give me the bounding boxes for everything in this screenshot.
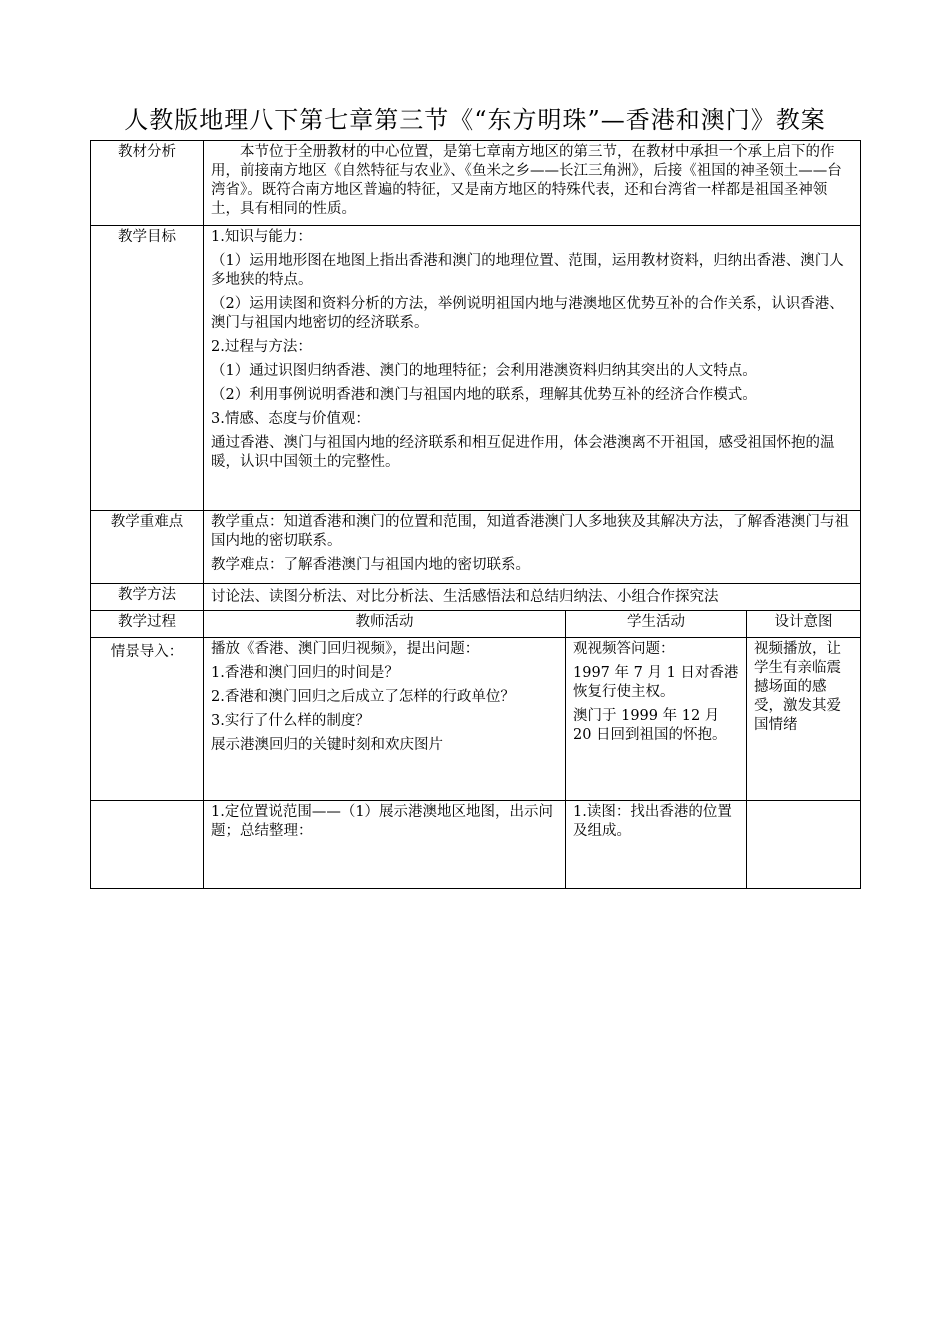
process-row-location (91, 801, 861, 889)
teacher-line: 3.实行了什么样的制度？ (211, 713, 370, 729)
analysis-row (91, 141, 861, 226)
student-line: 观视频答问题： (573, 641, 675, 657)
lesson-plan-table (90, 140, 861, 889)
analysis-content (204, 141, 861, 226)
header-stage: 教学过程 (91, 611, 204, 638)
goal-line: 1.知识与能力： (211, 229, 312, 245)
key-difficulty: 教学难点：了解香港澳门与祖国内地的密切联系。 (211, 557, 530, 573)
goals-row (91, 226, 861, 511)
process-row-intro (91, 638, 861, 801)
methods-content: 讨论法、读图分析法、对比分析法、生活感悟法和总结归纳法、小组合作探究法 (204, 584, 861, 611)
teacher-line: 2.香港和澳门回归之后成立了怎样的行政单位？ (211, 689, 515, 705)
goals-label: 教学目标 (91, 226, 204, 511)
stage-cell (91, 801, 204, 889)
goal-line: （2）运用读图和资料分析的方法，举例说明祖国内地与港澳地区优势互补的合作关系，认识香港、澳门与祖国内地密切的经济联系。 (211, 296, 844, 331)
intent-cell: 视频播放，让学生有亲临震撼场面的感受，激发其爱国情绪 (747, 638, 861, 801)
teacher-line: 展示港澳回归的关键时刻和欢庆图片 (211, 737, 443, 753)
teacher-line: 1.定位置说范围——（1）展示港澳地区地图，出示问题；总结整理： (211, 804, 554, 839)
keypoints-content (204, 511, 861, 584)
student-line: 1.读图：找出香港的位置及组成。 (573, 804, 732, 839)
stage-cell: 情景导入： (91, 638, 204, 801)
student-cell (566, 801, 747, 889)
methods-label: 教学方法 (91, 584, 204, 611)
goal-line: （1）运用地形图在地图上指出香港和澳门的地理位置、范围，运用教材资料，归纳出香港、澳门人多地狭的特点。 (211, 253, 844, 288)
intent-cell (747, 801, 861, 889)
header-teacher: 教师活动 (204, 611, 566, 638)
teacher-cell (204, 801, 566, 889)
teacher-line: 播放《香港、澳门回归视频》，提出问题： (211, 641, 480, 657)
methods-row (91, 584, 861, 611)
process-header-row (91, 611, 861, 638)
analysis-text: 本节位于全册教材的中心位置，是第七章南方地区的第三节，在教材中承担一个承上启下的作用，前接南方地区《自然特征与农业》、《鱼米之乡——长江三角洲》，后接《祖国的神圣领土——台湾省》。既符合南方地区普遍的特征，又是南方地区的特殊代表，还和台湾省一样都是祖国圣神领土，具有相同的性质。 (211, 144, 842, 217)
keypoints-label: 教学重难点 (91, 511, 204, 584)
analysis-label: 教材分析 (91, 141, 204, 226)
teacher-cell (204, 638, 566, 801)
document-title: 人教版地理八下第七章第三节《“东方明珠”—香港和澳门》教案 (124, 106, 826, 134)
goal-line: 2.过程与方法： (211, 339, 312, 355)
goal-line: （1）通过识图归纳香港、澳门的地理特征；会利用港澳资料归纳其突出的人文特点。 (211, 363, 757, 379)
teacher-line: 1.香港和澳门回归的时间是？ (211, 665, 399, 681)
goal-line: （2）利用事例说明香港和澳门与祖国内地的联系，理解其优势互补的经济合作模式。 (211, 387, 757, 403)
header-student: 学生活动 (566, 611, 747, 638)
goal-line: 3.情感、态度与价值观： (211, 411, 370, 427)
student-line: 澳门于 1999 年 12 月 20 日回到祖国的怀抱。 (573, 708, 727, 743)
goal-line: 通过香港、澳门与祖国内地的经济联系和相互促进作用，体会港澳离不开祖国，感受祖国怀抱的温暖，认识中国领土的完整性。 (211, 435, 835, 470)
header-intent: 设计意图 (747, 611, 861, 638)
goals-content (204, 226, 861, 511)
student-line: 1997 年 7 月 1 日对香港恢复行使主权。 (573, 665, 739, 700)
keypoints-row (91, 511, 861, 584)
student-cell (566, 638, 747, 801)
key-focus: 教学重点：知道香港和澳门的位置和范围，知道香港澳门人多地狭及其解决方法，了解香港澳门与祖国内地的密切联系。 (211, 514, 849, 549)
